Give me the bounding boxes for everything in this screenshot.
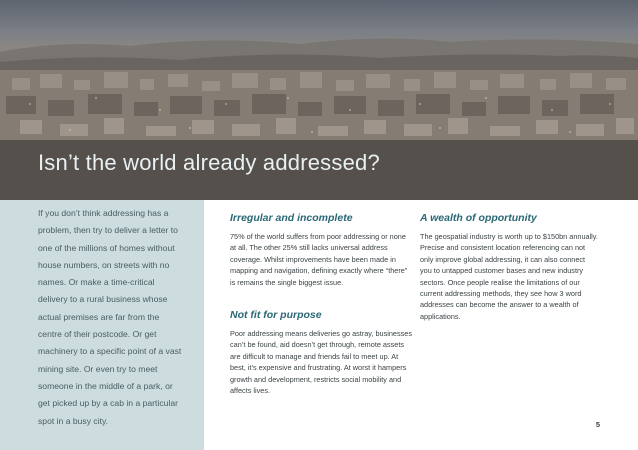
- intro-paragraph: If you don’t think addressing has a problem, then try to deliver a letter to one of the millions of homes without house numbers, on streets with no names. Or make a time-critical delivery to a rural business whose actual premises are far from the centre of their postcode. Or get machinery to a specific point of a vast mining site. Or even try to meet someone in the middle of a park, or get picked up by a cab in a particular spot in a busy city.: [38, 208, 182, 426]
- body-not-fit: Poor addressing means deliveries go astray, businesses can’t be found, aid doesn’t get through, remote assets are difficult to manage and friends fail to meet up. At best, it’s expensive and frustrating. At worst it hampers growth and development, restricts social mobility and affects lives.: [230, 329, 412, 396]
- hero-city-photo: [0, 0, 638, 200]
- body-wealth: The geospatial industry is worth up to $150bn annually. Precise and consistent location referencing can not only improve global addressing, it can also connect you to untapped customer bases and new industry sectors. Once people realise the limitations of our current addressing methods, they see how 3 word addresses can become the answer to a wealth of applications.: [420, 232, 598, 321]
- heading-irregular: Irregular and incomplete: [230, 212, 353, 224]
- page-title: Isn’t the world already addressed?: [38, 150, 380, 175]
- body-irregular: 75% of the world suffers from poor addressing or none at all. The other 25% still lacks universal address coverage. Whilst improvements have been made in mapping and navigation, defining exactly where “there” is remains the single biggest issue.: [230, 232, 408, 287]
- page-number: 5: [595, 420, 600, 429]
- heading-not-fit: Not fit for purpose: [230, 309, 322, 321]
- heading-wealth: A wealth of opportunity: [420, 212, 537, 224]
